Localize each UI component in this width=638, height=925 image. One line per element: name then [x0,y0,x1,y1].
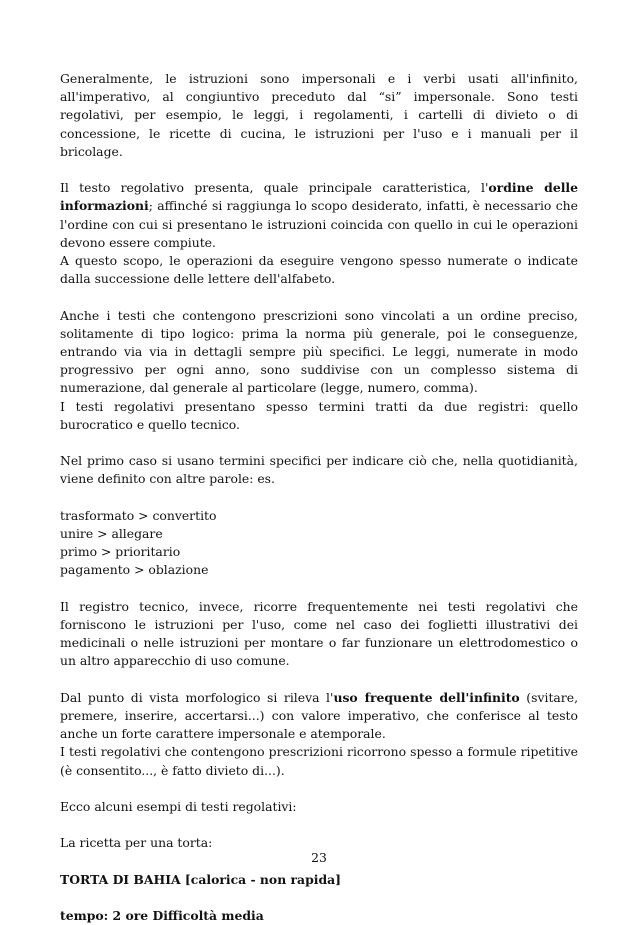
morphology-text-start: Dal punto di vista morfologico si rileva l' [60,689,334,705]
registers-paragraph: I testi regolativi presentano spesso termini tratti da due registri: quello burocratico e quello tecnico. [60,398,578,432]
recipe-intro: La ricetta per una torta: [60,835,213,851]
order-text-start: Il testo regolativo presenta, quale principale caratteristica, l' [60,180,489,196]
numbering-paragraph: A questo scopo, le operazioni da eseguire vengono spesso numerate o indicate dalla successione delle lettere dell'alfabeto. [60,253,578,287]
paragraph-gap [60,288,578,306]
recipe-title [60,871,578,889]
intro-paragraph: Generalmente, le istruzioni sono impersonali e i verbi usati all'infinito, all'imperativo, al congiuntivo preceduto dal “si” impersonale. Sono testi regolativi, per esempio, le leggi, i regolamenti, i cartelli di divieto o di concessione, le ricette di cucina, le istruzioni per l'uso e i manuali per il bricolage. [60,71,578,159]
paragraph-gap [60,889,578,907]
paragraph-gap [60,489,578,507]
document-page [60,70,578,925]
prescriptions-paragraph: Anche i testi che contengono prescrizioni sono vincolati a un ordine preciso, solitamente di tipo logico: prima la norma più generale, poi le conseguenze, entrando via via in dettagli sempre più specifici. Le leggi, numerate in modo progressivo per ogni anno, sono suddivise con un complesso sistema di numerazione, dal generale al particolare (legge, numero, comma). [60,307,578,396]
example-line: trasformato > convertito [60,507,217,523]
recipe-title-text: TORTA DI BAHIA [calorica - non rapida] [60,871,341,887]
example-line: unire > allegare [60,526,163,542]
paragraph-gap [60,434,578,452]
formulas-paragraph: I testi regolativi che contengono prescrizioni ricorrono spesso a formule ripetitive (è consentito..., è fatto divieto di...). [60,744,578,778]
recipe-meta [60,907,578,925]
paragraph-gap [60,161,578,179]
order-text-end: ; affinché si raggiunga lo scopo desiderato, infatti, è necessario che l'ordine con cui si presentano le istruzioni coincida con quello in cui le operazioni devono essere compiute. [60,198,578,250]
recipe-meta-text: tempo: 2 ore Difficoltà media [60,908,264,924]
technical-paragraph: Il registro tecnico, invece, ricorre frequentemente nei testi regolativi che forniscono le istruzioni per l'uso, come nel caso dei foglietti illustrativi dei medicinali o nelle istruzioni per montare o far funzionare un elettrodomestico o un altro apparecchio di uso comune. [60,598,578,669]
page-number: 23 [311,850,327,865]
paragraph-gap [60,671,578,689]
bureaucratic-paragraph: Nel primo caso si usano termini specifici per indicare ciò che, nella quotidianità, viene definito con altre parole: es. [60,453,578,487]
order-paragraph [60,179,578,252]
example-line: pagamento > oblazione [60,562,209,578]
example-line: primo > prioritario [60,544,181,560]
examples-intro: Ecco alcuni esempi di testi regolativi: [60,799,297,815]
morphology-text-end: (svitare, premere, inserire, accertarsi...) con valore imperativo, che conferisce al testo anche un forte carattere impersonale e atemporale. [60,689,579,742]
paragraph-gap [60,780,578,798]
morphology-paragraph [60,689,578,744]
order-emphasis: ordine delle informazioni [60,180,578,214]
morphology-emphasis: uso frequente dell'infinito [333,689,520,705]
paragraph-gap [60,580,578,598]
paragraph-gap [60,816,578,834]
